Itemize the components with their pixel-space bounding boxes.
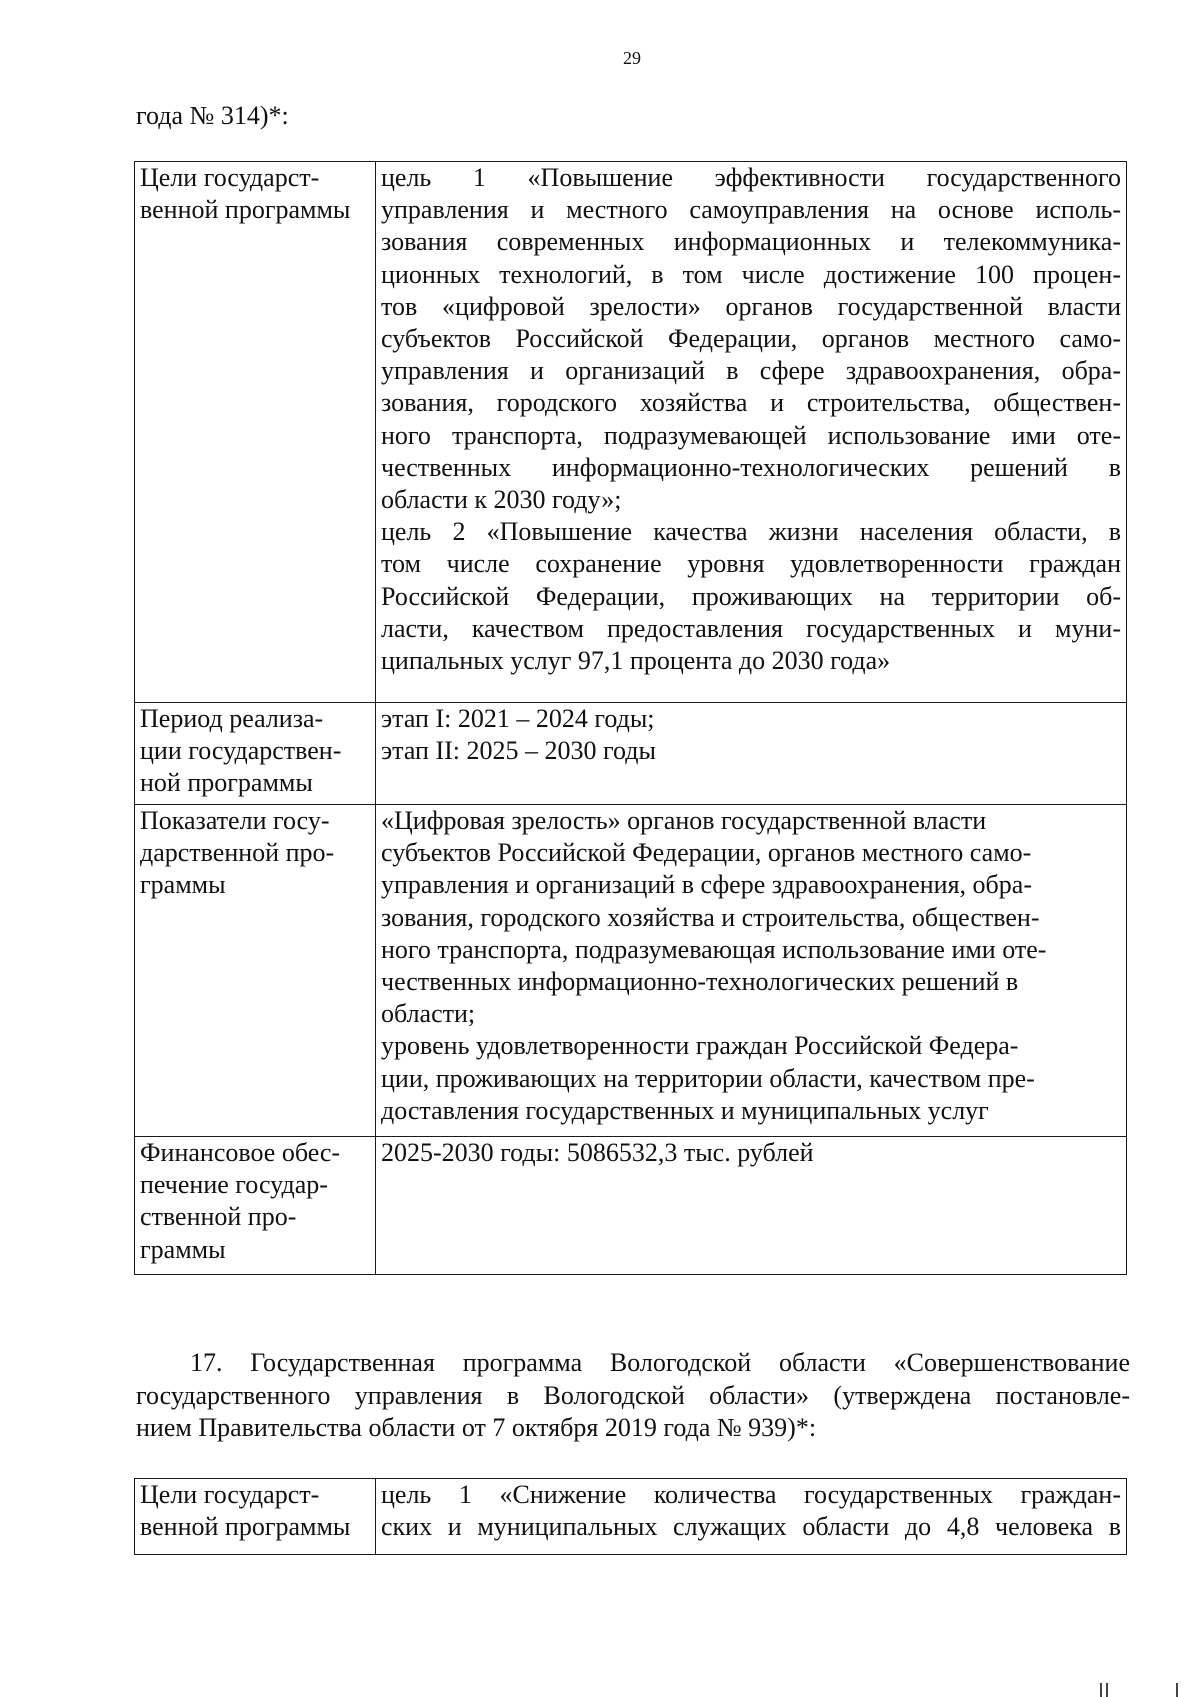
text-line: печение государ-	[140, 1170, 328, 1200]
text-line: зования, городского хозяйства и строительства, обществен-	[381, 902, 1040, 932]
text-line: Показатели госу-	[140, 806, 330, 835]
row-label	[135, 1479, 376, 1555]
text-line: ципальных услуг 97,1 процента до 2030 года»	[381, 646, 891, 676]
table-row-goals	[135, 1479, 1127, 1555]
text-line: ного транспорта, подразумевающей использование ими оте-	[381, 420, 1121, 450]
table-row-financing	[135, 1137, 1127, 1275]
section-17-paragraph	[136, 1347, 1130, 1445]
paragraph-line: нием Правительства области от 7 октября 2019 года № 939)*:	[136, 1413, 817, 1442]
table-row-goals	[135, 162, 1127, 703]
text-line: венной программы	[140, 195, 351, 225]
continuation-text: года № 314)*:	[136, 101, 289, 130]
text-line: ских и муниципальных служащих области до 4,8 человека в	[381, 1512, 1121, 1542]
text-line: ласти, качеством предоставления государственных и муни-	[381, 613, 1121, 643]
text-line: граммы	[140, 1234, 226, 1264]
text-line: чественных информационно-технологических решений в	[381, 452, 1121, 482]
text-line: области;	[381, 999, 476, 1029]
text-line: уровень удовлетворенности граждан Российской Федера-	[381, 1031, 1019, 1061]
text-line: Финансовое обес-	[140, 1138, 341, 1167]
text-line: 2025-2030 годы: 5086532,3 тыс. рублей	[381, 1138, 814, 1167]
row-value	[376, 1137, 1127, 1275]
row-label	[135, 1137, 376, 1275]
table-row-period	[135, 703, 1127, 805]
text-line: зования современных информационных и телекоммуника-	[381, 227, 1121, 257]
text-line: зования, городского хозяйства и строительства, обществен-	[381, 388, 1121, 418]
text-line: граммы	[140, 870, 226, 900]
text-line: Цели государст-	[140, 1480, 320, 1509]
program-passport-table-16	[134, 161, 1127, 1275]
text-line: цель 2 «Повышение качества жизни населения области, в	[381, 517, 1121, 547]
row-label	[135, 703, 376, 805]
text-line: дарственной про-	[140, 838, 335, 868]
text-line: субъектов Российской Федерации, органов местного само-	[381, 324, 1121, 354]
text-line: ной программы	[140, 768, 313, 798]
text-line: ного транспорта, подразумевающая использование ими оте-	[381, 934, 1047, 964]
text-line: этап II: 2025 – 2030 годы	[381, 736, 656, 766]
row-value	[376, 1479, 1127, 1555]
table-row-indicators	[135, 805, 1127, 1137]
text-line: венной программы	[140, 1512, 351, 1542]
text-line: Период реализа-	[140, 704, 324, 733]
row-value	[376, 805, 1127, 1137]
text-line: доставления государственных и муниципальных услуг	[381, 1095, 989, 1125]
text-line: цель 1 «Повышение эффективности государственного	[381, 163, 1121, 192]
text-line: субъектов Российской Федерации, органов местного само-	[381, 838, 1032, 868]
row-label	[135, 805, 376, 1137]
paragraph-line: 17. Государственная программа Вологодской области «Совершенствование	[190, 1348, 1130, 1377]
text-line: ции, проживающих на территории области, качеством пре-	[381, 1063, 1035, 1093]
row-value	[376, 703, 1127, 805]
paragraph-line: государственного управления в Вологодской области» (утверждена постановле-	[136, 1380, 1130, 1410]
text-line: «Цифровая зрелость» органов государственной власти	[381, 806, 987, 835]
text-line: ственной про-	[140, 1202, 297, 1232]
text-line: чественных информационно-технологических решений в	[381, 967, 1019, 997]
scan-artifact	[1176, 1683, 1178, 1697]
row-value	[376, 162, 1127, 703]
text-line: управления и организаций в сфере здравоохранения, обра-	[381, 356, 1121, 386]
program-passport-table-17	[134, 1478, 1127, 1555]
text-line: управления и организаций в сфере здравоохранения, обра-	[381, 870, 1032, 900]
scan-artifact	[1106, 1683, 1108, 1697]
text-line: области к 2030 году»;	[381, 485, 622, 515]
row-label	[135, 162, 376, 703]
text-line: цель 1 «Снижение количества государственных граждан-	[381, 1480, 1121, 1509]
page-number: 29	[623, 48, 641, 68]
text-line: этап I: 2021 – 2024 годы;	[381, 704, 655, 733]
text-line: Цели государст-	[140, 163, 320, 192]
scan-artifact	[1100, 1683, 1102, 1697]
text-line: том числе сохранение уровня удовлетворенности граждан	[381, 549, 1121, 579]
text-line: ции государствен-	[140, 736, 342, 766]
text-line: тов «цифровой зрелости» органов государственной власти	[381, 291, 1121, 321]
text-line: управления и местного самоуправления на основе исполь-	[381, 195, 1121, 225]
text-line: Российской Федерации, проживающих на территории об-	[381, 581, 1121, 611]
text-line: ционных технологий, в том числе достижение 100 процен-	[381, 259, 1121, 289]
